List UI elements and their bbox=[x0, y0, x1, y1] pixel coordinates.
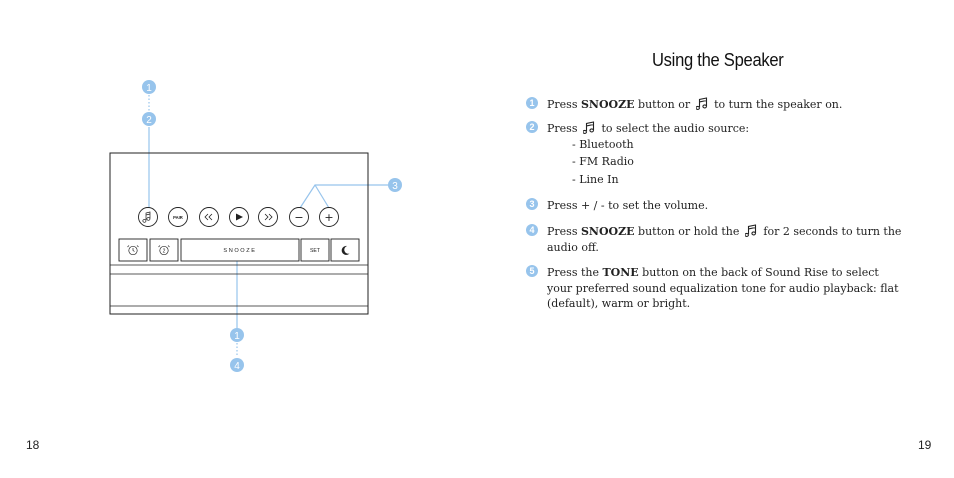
step-text-line-2: your preferred sound equalization tone for audio playback: flat bbox=[547, 281, 899, 295]
sleep-button[interactable] bbox=[331, 239, 359, 261]
step-number: 3 bbox=[526, 198, 538, 210]
page-number-left: 18 bbox=[26, 438, 40, 452]
set-button[interactable] bbox=[301, 239, 329, 261]
step-text: Press to select the audio source: bbox=[547, 122, 750, 135]
step-number: 2 bbox=[526, 121, 538, 133]
alarm-2-button[interactable] bbox=[150, 239, 178, 261]
callout-top-2 bbox=[142, 112, 156, 126]
step-number: 5 bbox=[526, 265, 538, 277]
volume-up-button[interactable] bbox=[320, 208, 339, 227]
step-number: 4 bbox=[526, 224, 538, 236]
svg-text:4: 4 bbox=[234, 361, 240, 372]
step-text-line-2: audio off. bbox=[547, 240, 599, 254]
step-text: Press the TONE button on the back of Sound Rise to select bbox=[547, 266, 879, 279]
play-button[interactable] bbox=[230, 208, 249, 227]
source-line-in: - Line In bbox=[572, 173, 619, 186]
svg-text:1: 1 bbox=[146, 83, 152, 94]
source-bluetooth: - Bluetooth bbox=[572, 138, 634, 151]
music-note-icon bbox=[745, 224, 757, 238]
page-number-right: 19 bbox=[918, 438, 932, 452]
music-button[interactable] bbox=[139, 208, 158, 227]
step-text-line-3: (default), warm or bright. bbox=[547, 297, 691, 310]
svg-text:3: 3 bbox=[392, 181, 398, 192]
minus-label: − bbox=[294, 211, 304, 224]
set-label: SET bbox=[309, 248, 321, 254]
snooze-label: SNOOZE bbox=[223, 248, 257, 254]
callout-top-1 bbox=[142, 80, 156, 94]
next-button[interactable] bbox=[259, 208, 278, 227]
callout-bottom-4 bbox=[230, 358, 244, 372]
callout-right-3 bbox=[388, 178, 402, 192]
step-text: Press SNOOZE button or hold the for 2 seconds to turn the bbox=[547, 225, 902, 238]
svg-text:1: 1 bbox=[234, 331, 240, 342]
step-number: 1 bbox=[526, 97, 538, 109]
page-title: Using the Speaker bbox=[652, 50, 784, 70]
pair-button-label: PAIR bbox=[173, 215, 183, 220]
snooze-button[interactable] bbox=[181, 239, 299, 261]
source-fm-radio: - FM Radio bbox=[572, 155, 634, 168]
music-note-icon bbox=[583, 121, 595, 135]
alarm-1-button[interactable] bbox=[119, 239, 147, 261]
music-note-icon bbox=[696, 97, 708, 111]
callout-bottom-1 bbox=[230, 328, 244, 342]
pair-button[interactable] bbox=[169, 208, 188, 227]
svg-text:2: 2 bbox=[146, 115, 152, 126]
previous-button[interactable] bbox=[200, 208, 219, 227]
step-text: Press SNOOZE button or to turn the speaker on. bbox=[547, 98, 843, 111]
alarm-2-digit: 2 bbox=[162, 248, 166, 255]
plus-label: + bbox=[324, 211, 334, 224]
step-text: Press + / - to set the volume. bbox=[547, 199, 709, 212]
volume-down-button[interactable] bbox=[290, 208, 309, 227]
